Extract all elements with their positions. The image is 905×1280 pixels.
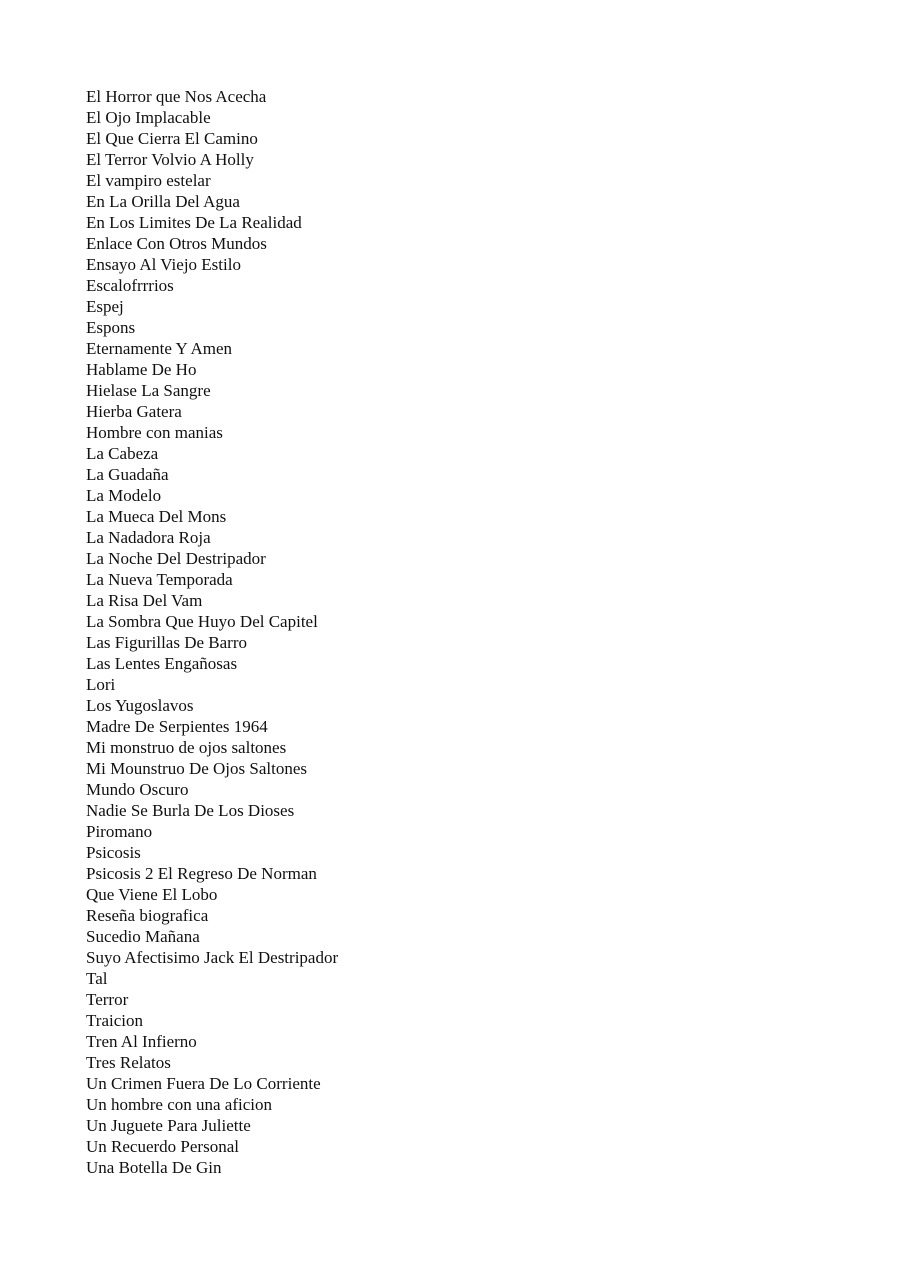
title-entry: El Que Cierra El Camino bbox=[86, 129, 258, 148]
title-entry: Psicosis 2 El Regreso De Norman bbox=[86, 864, 317, 883]
title-entry: Tren Al Infierno bbox=[86, 1032, 197, 1051]
title-entry: Tres Relatos bbox=[86, 1053, 171, 1072]
title-entry: La Cabeza bbox=[86, 444, 159, 463]
title-entry: La Mueca Del Mons bbox=[86, 507, 227, 526]
title-entry: El vampiro estelar bbox=[86, 171, 211, 190]
title-entry: Un Juguete Para Juliette bbox=[86, 1116, 251, 1135]
title-entry: La Nueva Temporada bbox=[86, 570, 233, 589]
title-entry: Mi monstruo de ojos saltones bbox=[86, 738, 287, 757]
title-entry: Los Yugoslavos bbox=[86, 696, 194, 715]
title-entry: En La Orilla Del Agua bbox=[86, 192, 240, 211]
title-entry: Psicosis bbox=[86, 843, 141, 862]
title-entry: En Los Limites De La Realidad bbox=[86, 213, 302, 232]
title-entry: Las Lentes Engañosas bbox=[86, 654, 238, 673]
title-entry: La Noche Del Destripador bbox=[86, 549, 266, 568]
title-entry: Ensayo Al Viejo Estilo bbox=[86, 255, 241, 274]
title-entry: La Nadadora Roja bbox=[86, 528, 211, 547]
title-entry: Hablame De Ho bbox=[86, 360, 197, 379]
title-entry: Traicion bbox=[86, 1011, 143, 1030]
title-entry: Reseña biografica bbox=[86, 906, 209, 925]
title-entry: El Ojo Implacable bbox=[86, 108, 211, 127]
title-entry: Terror bbox=[86, 990, 129, 1009]
title-entry: Un Crimen Fuera De Lo Corriente bbox=[86, 1074, 321, 1093]
title-entry: Hombre con manias bbox=[86, 423, 223, 442]
title-entry: Piromano bbox=[86, 822, 153, 841]
title-entry: Enlace Con Otros Mundos bbox=[86, 234, 267, 253]
title-entry: La Guadaña bbox=[86, 465, 169, 484]
title-entry: Espej bbox=[86, 297, 124, 316]
title-entry: Sucedio Mañana bbox=[86, 927, 200, 946]
title-entry: La Risa Del Vam bbox=[86, 591, 203, 610]
title-entry: Un hombre con una aficion bbox=[86, 1095, 272, 1114]
title-entry: El Terror Volvio A Holly bbox=[86, 150, 254, 169]
title-entry: Eternamente Y Amen bbox=[86, 339, 233, 358]
title-entry: Un Recuerdo Personal bbox=[86, 1137, 239, 1156]
title-entry: La Sombra Que Huyo Del Capitel bbox=[86, 612, 318, 631]
title-entry: Una Botella De Gin bbox=[86, 1158, 222, 1177]
title-entry: Espons bbox=[86, 318, 136, 337]
title-entry: Lori bbox=[86, 675, 116, 694]
title-list bbox=[86, 86, 338, 1178]
title-entry: Las Figurillas De Barro bbox=[86, 633, 247, 652]
title-entry: Mi Mounstruo De Ojos Saltones bbox=[86, 759, 307, 778]
title-entry: Hielase La Sangre bbox=[86, 381, 211, 400]
title-entry: El Horror que Nos Acecha bbox=[86, 87, 267, 106]
title-entry: Nadie Se Burla De Los Dioses bbox=[86, 801, 295, 820]
title-entry: La Modelo bbox=[86, 486, 162, 505]
title-entry: Escalofrrrios bbox=[86, 276, 174, 295]
title-entry: Que Viene El Lobo bbox=[86, 885, 218, 904]
title-entry: Tal bbox=[86, 969, 108, 988]
title-entry: Hierba Gatera bbox=[86, 402, 182, 421]
title-entry: Suyo Afectisimo Jack El Destripador bbox=[86, 948, 339, 967]
title-entry: Mundo Oscuro bbox=[86, 780, 189, 799]
title-entry: Madre De Serpientes 1964 bbox=[86, 717, 268, 736]
